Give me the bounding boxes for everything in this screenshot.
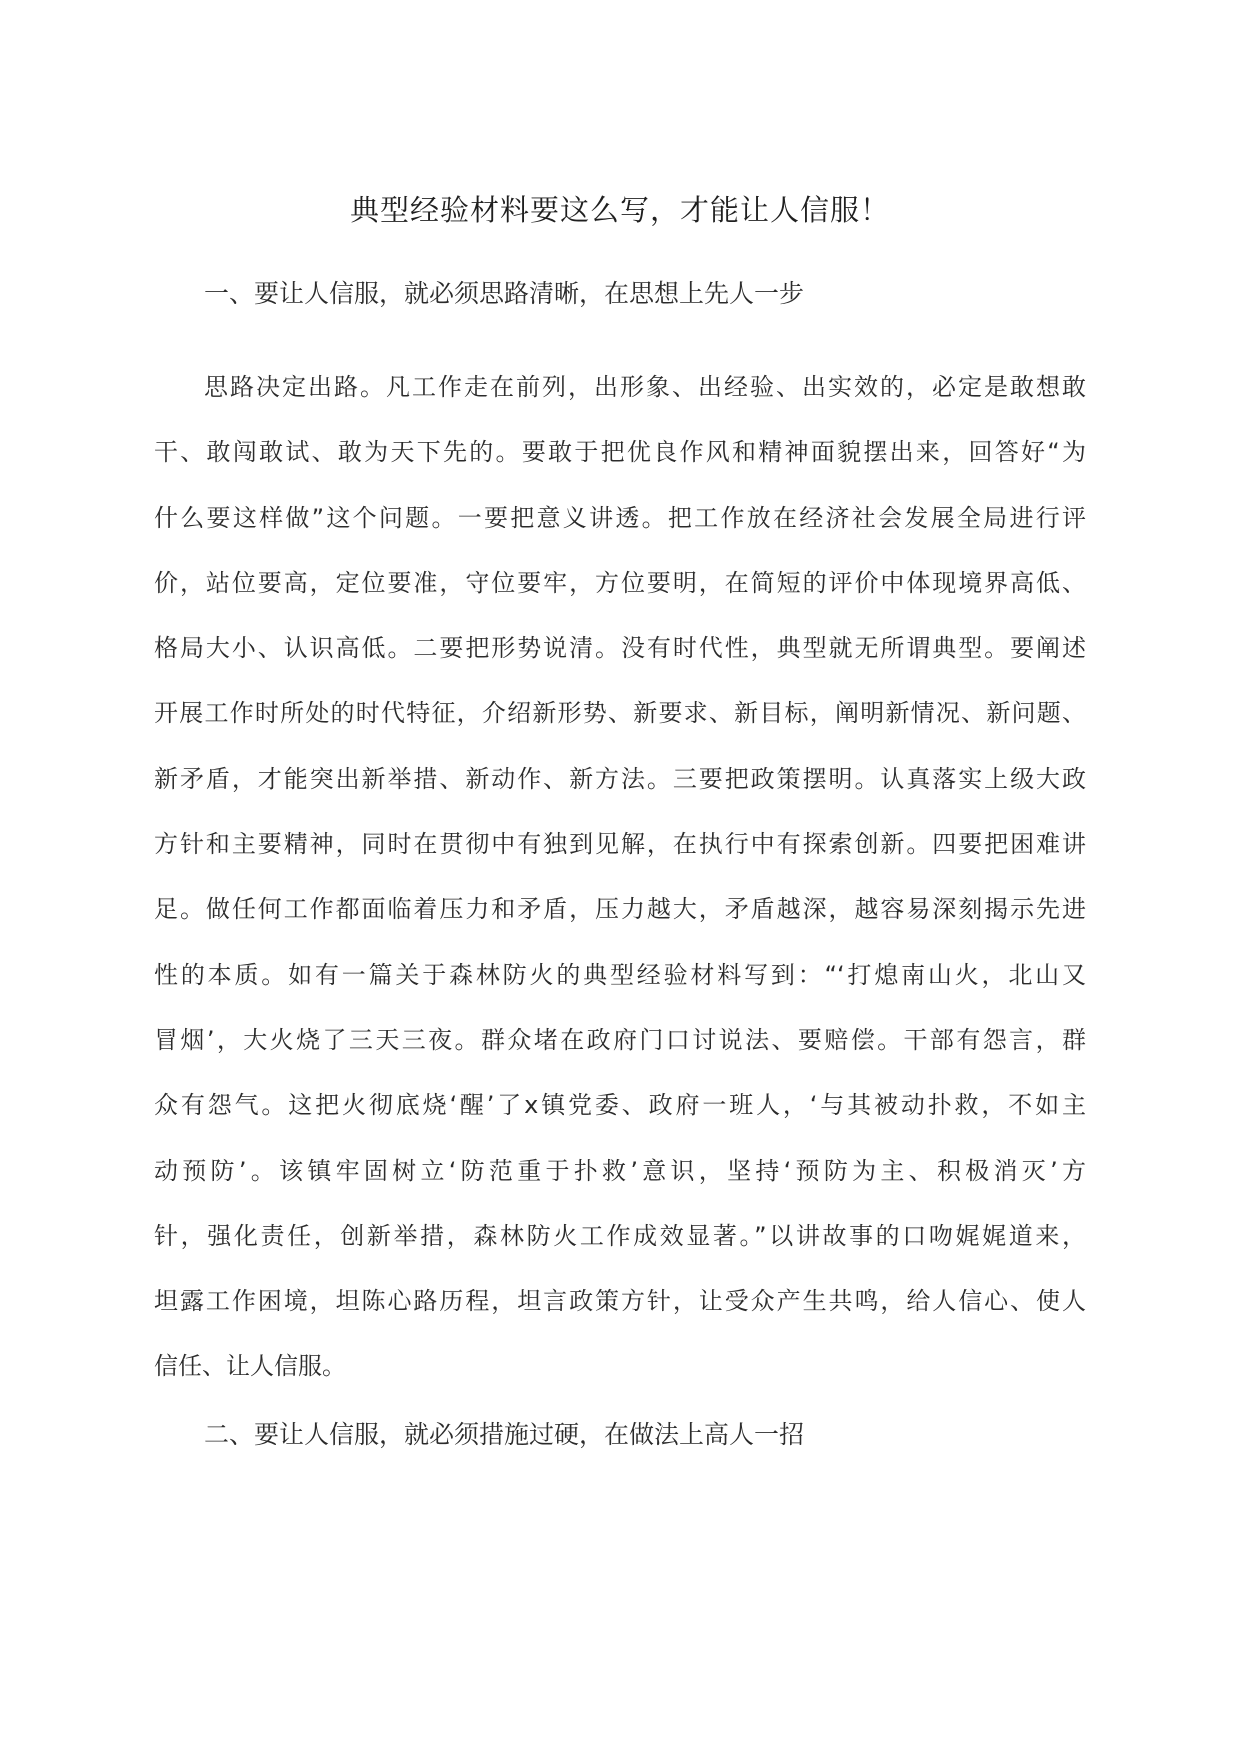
- document-title: 典型经验材料要这么写，才能让人信服！: [349, 193, 890, 227]
- section-2-heading: 二、要让人信服，就必须措施过硬，在做法上高人一招: [204, 1420, 805, 1449]
- paragraph-line: 干、敢闯敢试、敢为天下先的。要敢于把优良作风和精神面貌摆出来，回答好“为: [154, 438, 1086, 467]
- paragraph-line: 新矛盾，才能突出新举措、新动作、新方法。三要把政策摆明。认真落实上级大政: [154, 764, 1086, 793]
- paragraph-line: 思路决定出路。凡工作走在前列，出形象、出经验、出实效的，必定是敢想敢: [204, 373, 1086, 401]
- paragraph-line: 性的本质。如有一篇关于森林防火的典型经验材料写到：“‘打熄南山火，北山又: [154, 960, 1086, 989]
- paragraph-line: 动预防’。该镇牢固树立‘防范重于扑救’意识，坚持‘预防为主、积极消灭’方: [154, 1156, 1086, 1185]
- paragraph-line: 冒烟’，大火烧了三天三夜。群众堵在政府门口讨说法、要赔偿。干部有怨言，群: [154, 1025, 1086, 1054]
- paragraph-line: 足。做任何工作都面临着压力和矛盾，压力越大，矛盾越深，越容易深刻揭示先进: [154, 895, 1086, 924]
- paragraph-line: 格局大小、认识高低。二要把形势说清。没有时代性，典型就无所谓典型。要阐述: [154, 634, 1086, 663]
- paragraph-line: 方针和主要精神，同时在贯彻中有独到见解，在执行中有探索创新。四要把困难讲: [154, 830, 1086, 859]
- section-1-heading: 一、要让人信服，就必须思路清晰，在思想上先人一步: [204, 279, 805, 308]
- paragraph-line: 针，强化责任，创新举措，森林防火工作成效显著。”以讲故事的口吻娓娓道来，: [154, 1221, 1086, 1250]
- paragraph-line: 开展工作时所处的时代特征，介绍新形势、新要求、新目标，阐明新情况、新问题、: [154, 699, 1086, 728]
- paragraph-line: 坦露工作困境，坦陈心路历程，坦言政策方针，让受众产生共鸣，给人信心、使人: [154, 1287, 1086, 1316]
- paragraph-line: 众有怨气。这把火彻底烧‘醒’了x镇党委、政府一班人，‘与其被动扑救，不如主: [154, 1091, 1086, 1120]
- section-1-paragraph: [154, 355, 1086, 1400]
- paragraph-line: 价，站位要高，定位要准，守位要牢，方位要明，在简短的评价中体现境界高低、: [154, 568, 1086, 597]
- paragraph-line: 信任、让人信服。: [154, 1352, 346, 1381]
- paragraph-line: 什么要这样做”这个问题。一要把意义讲透。把工作放在经济社会发展全局进行评: [154, 503, 1086, 532]
